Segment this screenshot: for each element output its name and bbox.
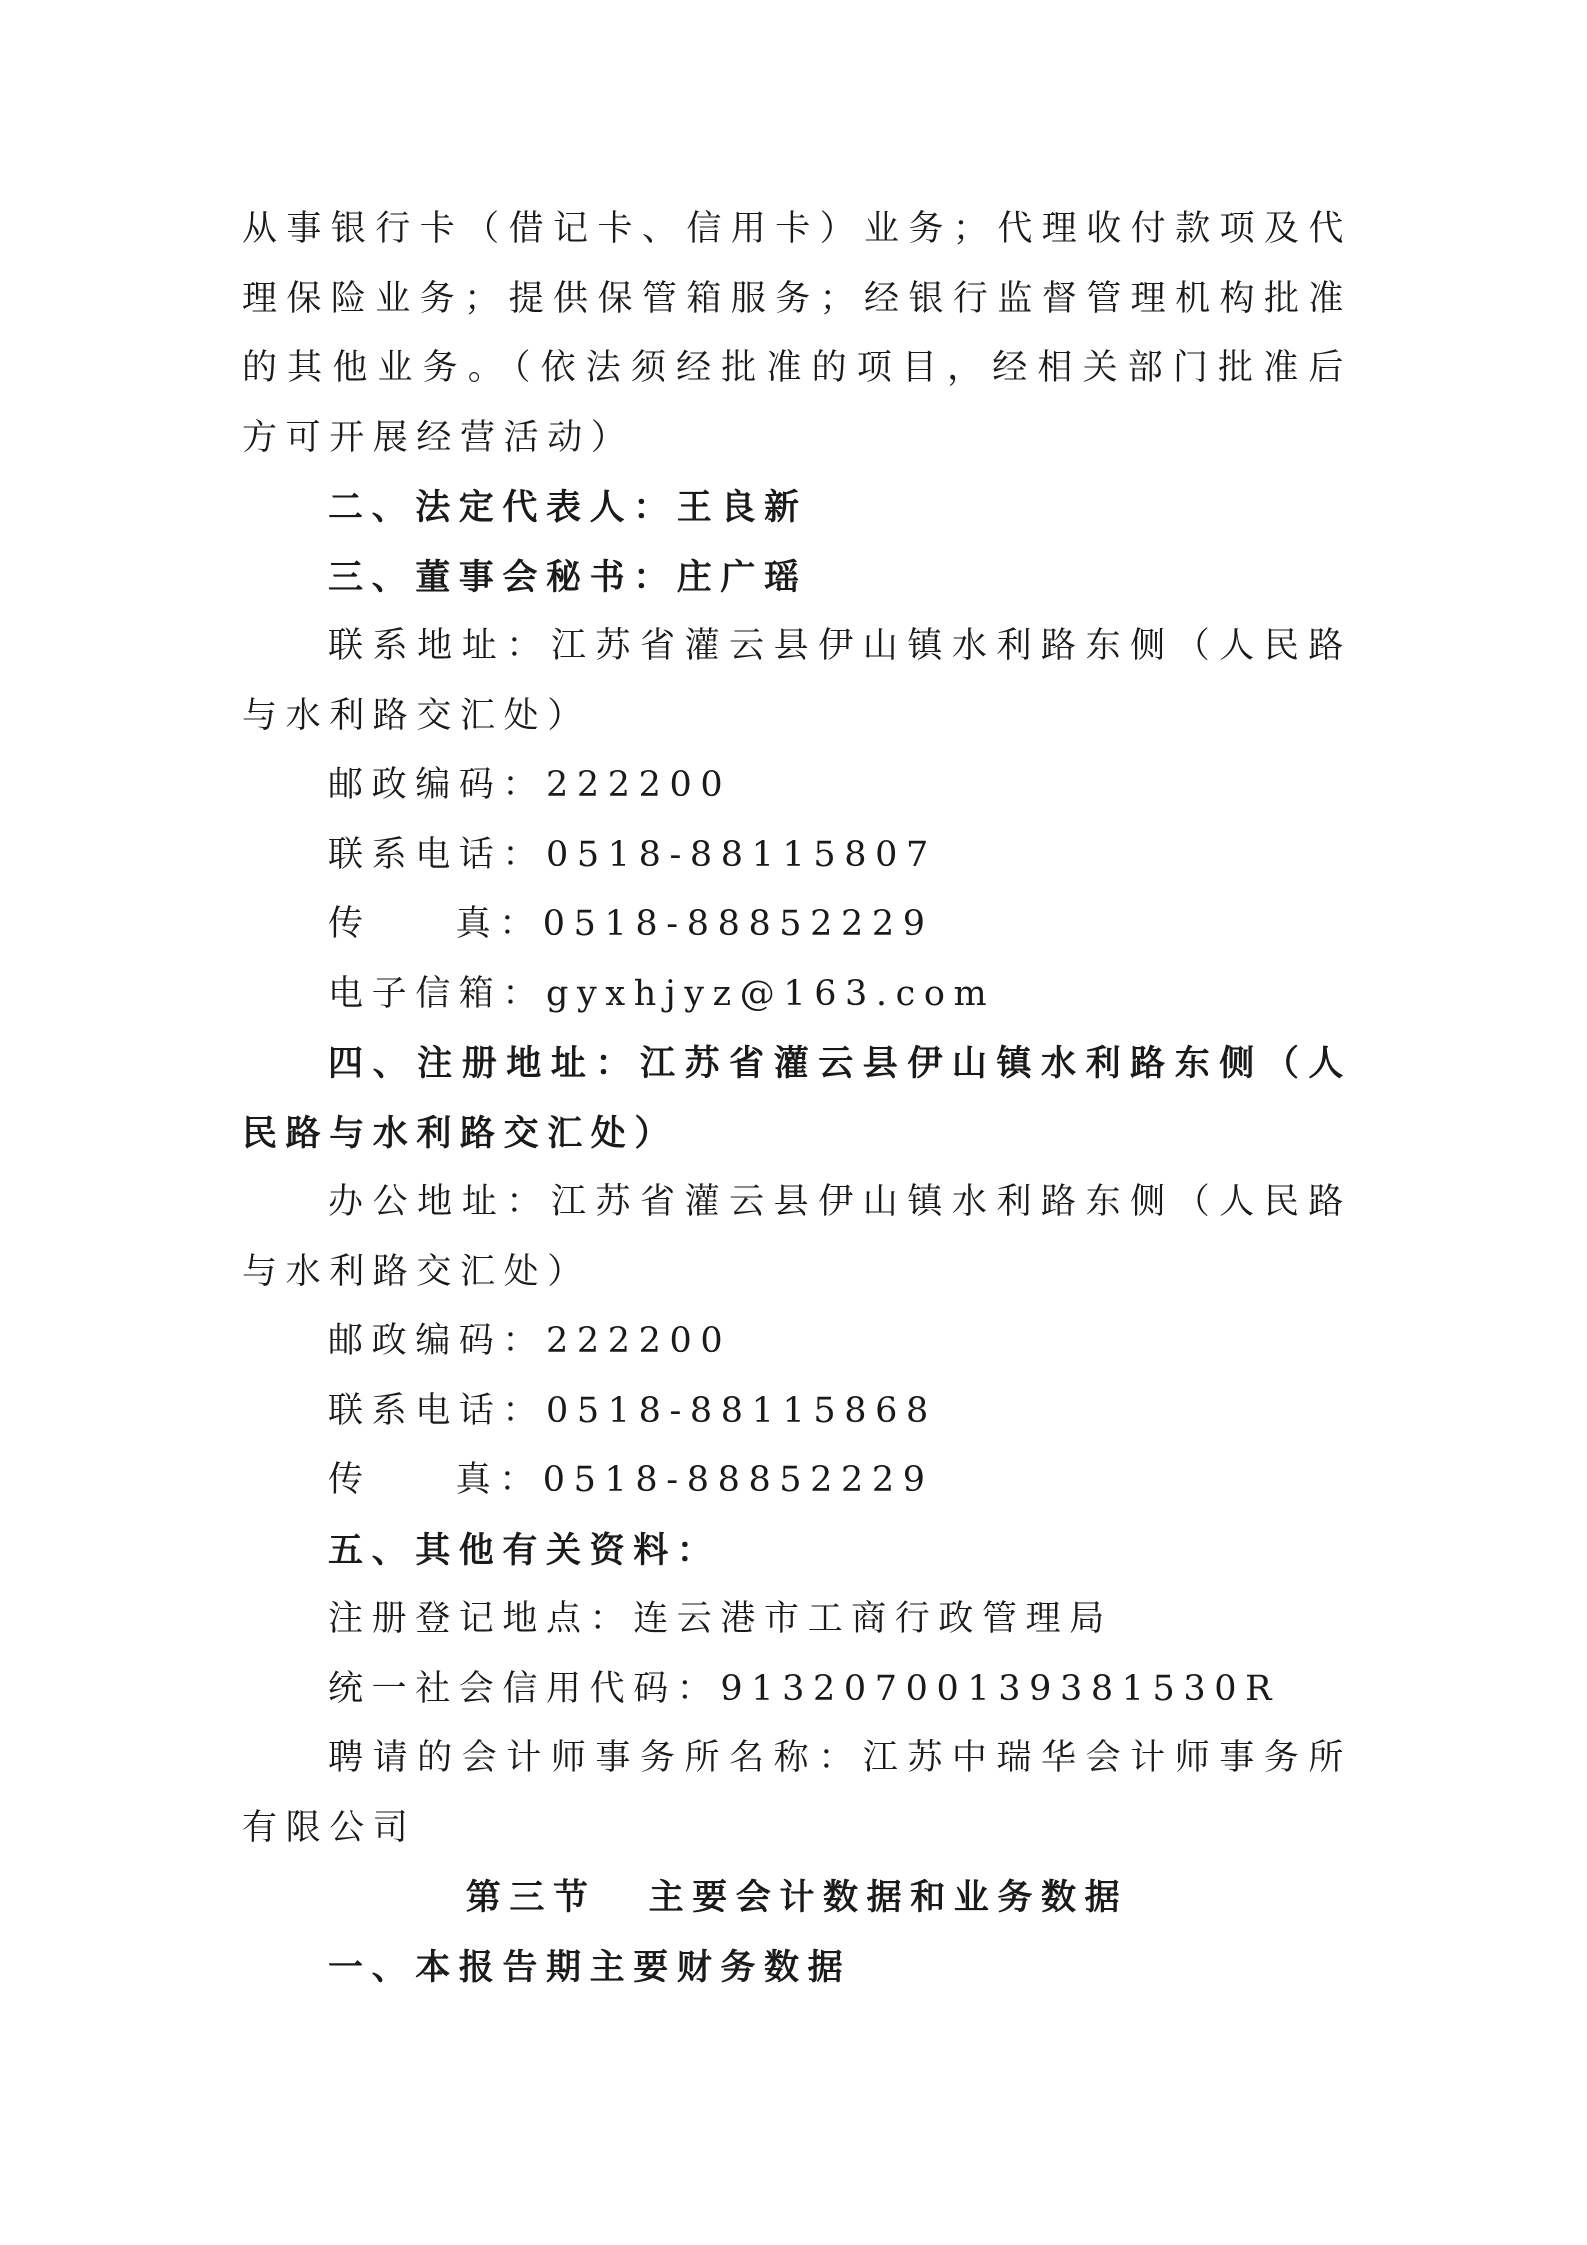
board-secretary: 三、董事会秘书：庄广瑶 bbox=[328, 556, 808, 598]
legal-representative: 二、法定代表人：王良新 bbox=[328, 487, 808, 528]
contact-fax-label: 传 bbox=[328, 904, 372, 944]
contact-phone: 联系电话：0518-88115807 bbox=[328, 834, 937, 875]
office-fax-label: 传 bbox=[328, 1460, 372, 1500]
office-fax bbox=[242, 1446, 1352, 1516]
office-phone: 联系电话：0518-88115868 bbox=[328, 1390, 937, 1431]
contact-email: 电子信箱：gyxhjyz@163.com bbox=[328, 973, 996, 1014]
registration-authority: 注册登记地点：连云港市工商行政管理局 bbox=[328, 1599, 1113, 1639]
office-address: 办公地址：江苏省灌云县伊山镇水利路东侧（人民路与水利路交汇处） bbox=[242, 1182, 1352, 1292]
contact-fax-value: 真：0518-88852229 bbox=[455, 904, 934, 944]
section-title: 主要会计数据和业务数据 bbox=[648, 1877, 1129, 1918]
office-fax-value: 真：0518-88852229 bbox=[455, 1460, 934, 1500]
registered-address: 四、注册地址：江苏省灌云县伊山镇水利路东侧（人民路与水利路交汇处） bbox=[242, 1043, 1352, 1154]
accounting-firm: 聘请的会计师事务所名称：江苏中瑞华会计师事务所有限公司 bbox=[242, 1738, 1352, 1848]
contact-address: 联系地址：江苏省灌云县伊山镇水利路东侧（人民路与水利路交汇处） bbox=[242, 626, 1352, 736]
contact-postcode: 邮政编码：222200 bbox=[328, 765, 732, 805]
section-number: 第三节 bbox=[465, 1877, 597, 1918]
office-postcode: 邮政编码：222200 bbox=[328, 1321, 732, 1361]
credit-code: 统一社会信用代码：91320700139381530R bbox=[328, 1668, 1281, 1709]
document-body bbox=[242, 195, 1352, 2002]
business-scope-paragraph: 从事银行卡（借记卡、信用卡）业务；代理收付款项及代理保险业务；提供保管箱服务；经银行监督管理机构批准的其他业务。（依法须经批准的项目，经相关部门批准后方可开展经营活动） bbox=[242, 209, 1352, 458]
subsection-heading: 一、本报告期主要财务数据 bbox=[328, 1946, 852, 1988]
contact-fax bbox=[242, 890, 1352, 960]
section-heading bbox=[242, 1863, 1352, 1933]
other-info-heading: 五、其他有关资料： bbox=[328, 1529, 721, 1571]
